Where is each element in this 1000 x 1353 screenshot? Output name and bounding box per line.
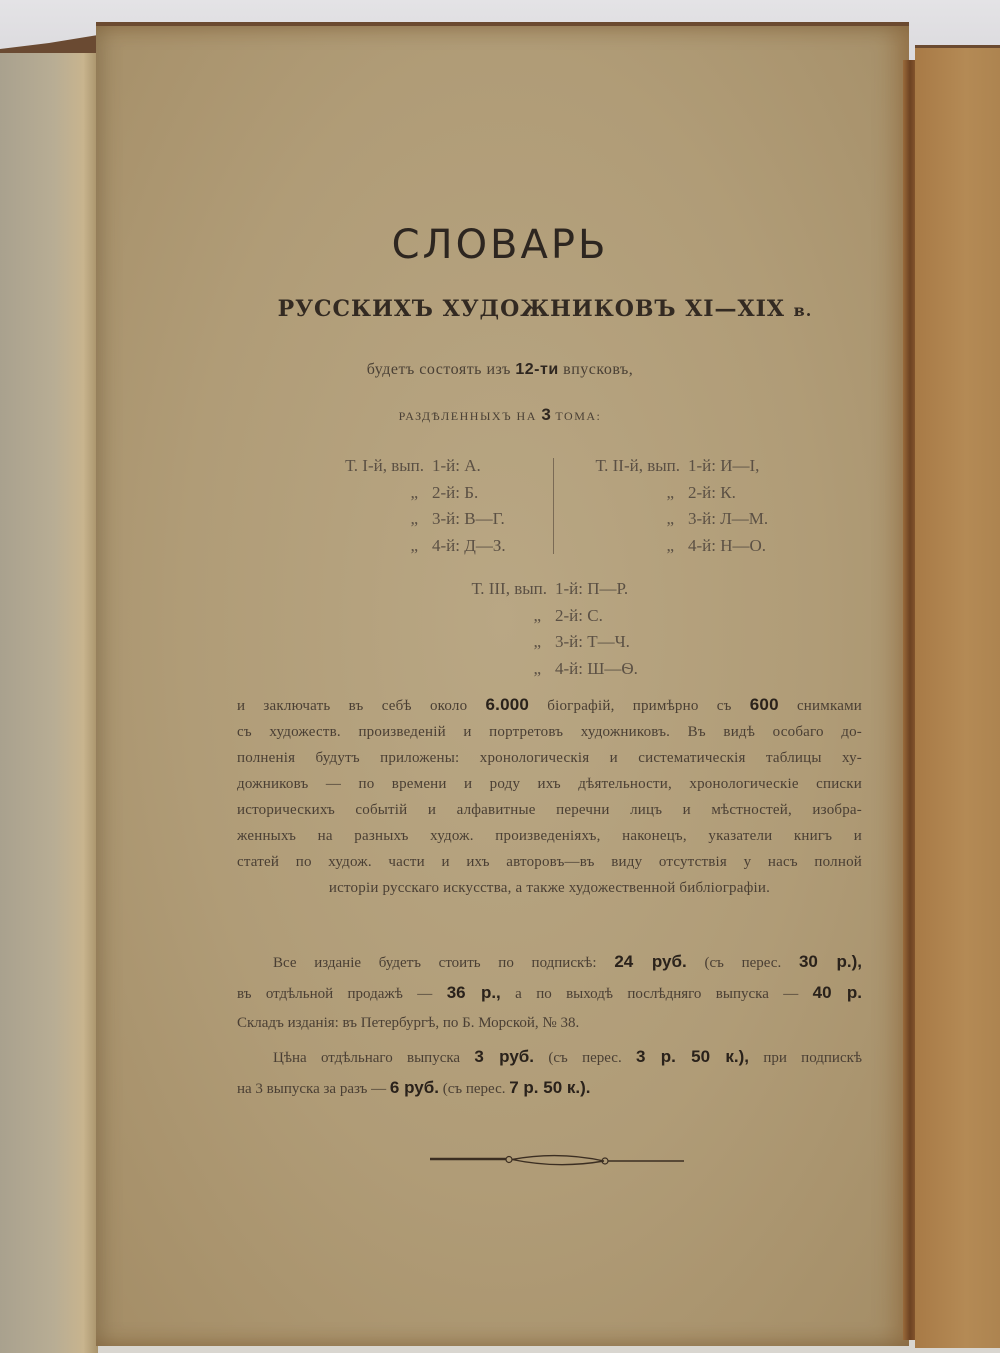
- images-count: 600: [749, 695, 779, 714]
- ornament-rule-icon: [428, 1152, 686, 1168]
- paragraph-line: исторіи русскаго искусства, а также художественной библіографіи.: [328, 880, 771, 896]
- text: а по выходѣ послѣдняго выпуска —: [515, 986, 799, 1002]
- issue-letters: К.: [720, 482, 736, 502]
- volume-row: [318, 533, 506, 560]
- issue-number: 4-й:: [688, 535, 716, 555]
- price-line: [237, 1073, 862, 1104]
- bundle-postage-amount: 7 р. 50 к.).: [509, 1078, 591, 1097]
- issue-number: 2-й:: [555, 605, 583, 625]
- final-amount: 40 р.: [812, 983, 862, 1002]
- volume-head: Т. III, вып.: [471, 579, 547, 598]
- ditto-mark: „: [666, 509, 674, 528]
- issue-letters: Т—Ч.: [587, 632, 630, 651]
- issue-letters: Н—О.: [720, 535, 767, 555]
- ditto-mark: „: [410, 535, 418, 555]
- issue-number: 3-й:: [432, 509, 460, 528]
- volume-row: [318, 506, 506, 533]
- paragraph-line: дожниковъ — по времени и роду ихъ дѣятельности, хронологическіе списки: [237, 776, 862, 792]
- bundle-amount: 6 руб.: [389, 1078, 439, 1097]
- volume-2-list: [574, 453, 768, 559]
- volumes-text: РАЗДѢЛЕННЫХЪ НА: [398, 409, 537, 423]
- page-subtitle: [0, 296, 1000, 322]
- volume-1-list: [318, 453, 506, 559]
- text: біографій, примѣрно съ: [547, 698, 732, 714]
- volume-row: [445, 629, 638, 656]
- issue-number: 1-й:: [432, 456, 460, 475]
- column-divider: [553, 458, 554, 554]
- issue-letters: Ш—Ѳ.: [587, 658, 638, 678]
- volume-row: [445, 656, 638, 683]
- volumes-count: 3: [541, 405, 551, 424]
- volume-3-list: [445, 576, 638, 682]
- page-title: СЛОВАРЬ: [391, 222, 609, 268]
- issue-number: 3-й:: [555, 632, 583, 651]
- ditto-mark: „: [666, 535, 674, 555]
- issue-number: 1-й:: [688, 456, 716, 475]
- volume-row: [574, 506, 768, 533]
- text: и заключать въ себѣ около: [237, 698, 468, 714]
- ditto-mark: „: [533, 658, 541, 678]
- issue-letters: В—Г.: [464, 509, 505, 528]
- issues-text-end: впусковъ,: [563, 361, 634, 378]
- text: въ отдѣльной продажѣ —: [237, 986, 433, 1002]
- volume-head: Т. II-й, вып.: [595, 456, 680, 475]
- volume-row: [574, 453, 768, 480]
- issue-postage-amount: 3 р. 50 к.),: [636, 1047, 749, 1066]
- price-line: [237, 978, 862, 1009]
- ditto-mark: „: [410, 509, 418, 528]
- issues-text: будетъ состоять изъ: [366, 361, 511, 378]
- volumes-text-end: ТОМА:: [555, 409, 602, 423]
- book-page: [96, 22, 909, 1346]
- warehouse-address: Складъ изданія: въ Петербургѣ, по Б. Морской, № 38.: [237, 1015, 580, 1031]
- ditto-mark: „: [666, 482, 674, 502]
- ditto-mark: „: [533, 605, 541, 625]
- subtitle-suffix: в.: [793, 301, 813, 320]
- text: снимками: [796, 698, 862, 714]
- volume-row: [445, 576, 638, 603]
- issues-line: [0, 361, 1000, 379]
- subscription-price: [237, 947, 862, 1038]
- volume-row: [445, 603, 638, 630]
- issue-letters: Л—М.: [720, 509, 769, 528]
- issue-number: 4-й:: [432, 535, 460, 555]
- ditto-mark: „: [533, 632, 541, 651]
- paragraph-line: съ художеств. произведеній и портретовъ художниковъ. Въ видѣ особаго до-: [237, 724, 862, 740]
- issue-number: 4-й:: [555, 658, 583, 678]
- with-postage-amount: 30 р.),: [798, 952, 863, 971]
- issue-amount: 3 руб.: [474, 1047, 535, 1066]
- paragraph-line: [237, 692, 862, 719]
- volume-row: [574, 533, 768, 560]
- ditto-mark: „: [410, 482, 418, 502]
- subtitle-text: РУССКИХЪ ХУДОЖНИКОВЪ XI—XIX: [277, 296, 785, 322]
- issue-letters: И—I,: [720, 456, 760, 475]
- issue-letters: Б.: [464, 482, 479, 502]
- volume-row: [318, 453, 506, 480]
- issue-number: 1-й:: [555, 579, 583, 598]
- text: Все изданіе будетъ стоить по подпискѣ:: [273, 955, 597, 971]
- issue-number: 3-й:: [688, 509, 716, 528]
- paragraph-line: историческихъ событій и алфавитные перечни лицъ и мѣстностей, изобра-: [237, 802, 862, 818]
- biographies-count: 6.000: [485, 695, 530, 714]
- text: при подпискѣ: [763, 1050, 863, 1066]
- text: Цѣна отдѣльнаго выпуска: [273, 1050, 461, 1066]
- issue-letters: Д—З.: [464, 535, 506, 555]
- volume-head: Т. I-й, вып.: [345, 456, 424, 475]
- text: на 3 выпуска за разъ —: [237, 1081, 387, 1097]
- subscription-amount: 24 руб.: [614, 952, 687, 971]
- issue-letters: А.: [464, 456, 481, 475]
- issue-number: 2-й:: [688, 482, 716, 502]
- retail-amount: 36 р.,: [446, 983, 501, 1002]
- volume-row: [318, 480, 506, 507]
- issue-number: 2-й:: [432, 482, 460, 502]
- description-paragraph: [237, 692, 862, 901]
- price-line: [237, 947, 862, 978]
- issues-count: 12-ти: [515, 361, 559, 378]
- text: (съ перес.: [704, 955, 782, 971]
- issue-price: [237, 1042, 862, 1104]
- paragraph-line: полненія будутъ приложены: хронологическія и систематическія таблицы ху-: [237, 750, 862, 766]
- volumes-line: [0, 405, 1000, 425]
- issue-letters: С.: [587, 605, 603, 625]
- price-line: [237, 1042, 862, 1073]
- text: (съ перес.: [548, 1050, 622, 1066]
- text: (съ перес.: [442, 1081, 506, 1097]
- volume-row: [574, 480, 768, 507]
- paragraph-line: женныхъ на разныхъ худож. произведеніяхъ, наконецъ, указатели книгъ и: [237, 828, 862, 844]
- issue-letters: П—Р.: [587, 579, 629, 598]
- paragraph-line: статей по худож. части и ихъ авторовъ—въ виду отсутствія у насъ полной: [237, 854, 862, 870]
